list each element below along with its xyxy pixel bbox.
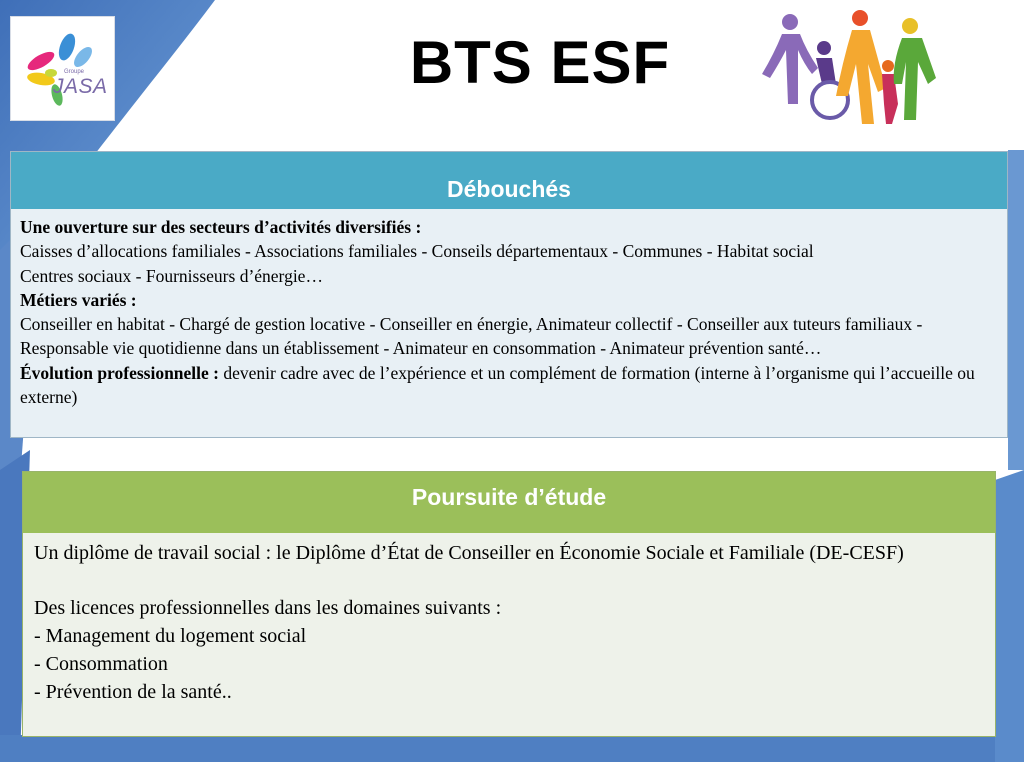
- licence-item: - Prévention de la santé..: [34, 681, 232, 703]
- sectors-line-2: Centres sociaux - Fournisseurs d’énergie…: [20, 265, 323, 286]
- jobs-text: Conseiller en habitat - Chargé de gestion locative - Conseiller en énergie, Animateur collectif - Conseiller aux tuteurs familiaux - Responsable vie quotidienne dans un établissement - Animateur en consommation - Animateur prévention santé…: [20, 314, 923, 359]
- licence-item: - Management du logement social: [34, 625, 307, 647]
- licences-intro: Des licences professionnelles dans les domaines suivants :: [34, 597, 502, 619]
- diploma-text: Un diplôme de travail social : le Diplôme d’État de Conseiller en Économie Sociale et Familiale (DE-CESF): [34, 542, 904, 564]
- logo-groupe-text: Groupe: [64, 69, 85, 75]
- poursuite-panel: [22, 471, 996, 737]
- debouches-header: Débouchés: [11, 152, 1007, 209]
- sectors-heading: Une ouverture sur des secteurs d’activités diversifiés :: [20, 217, 422, 237]
- evolution-heading: Évolution professionnelle :: [20, 362, 220, 383]
- evolution-text: devenir cadre avec de l’expérience et un complément de formation (interne à l’organisme qui l’accueille ou externe): [20, 362, 975, 408]
- logo-brand-text: JASA: [53, 75, 108, 98]
- sectors-line-1: Caisses d’allocations familiales - Associations familiales - Conseils départementaux - Communes - Habitat social: [20, 241, 814, 262]
- debouches-body: [11, 209, 1007, 409]
- debouches-panel: [10, 151, 1008, 438]
- jobs-heading: Métiers variés :: [20, 289, 137, 310]
- page-title: BTS ESF: [409, 29, 671, 96]
- jasa-logo: [10, 16, 115, 121]
- poursuite-header: Poursuite d’étude: [23, 472, 995, 533]
- family-people-icon: [752, 4, 952, 126]
- poursuite-body: [23, 533, 995, 706]
- licence-item: - Consommation: [34, 653, 168, 675]
